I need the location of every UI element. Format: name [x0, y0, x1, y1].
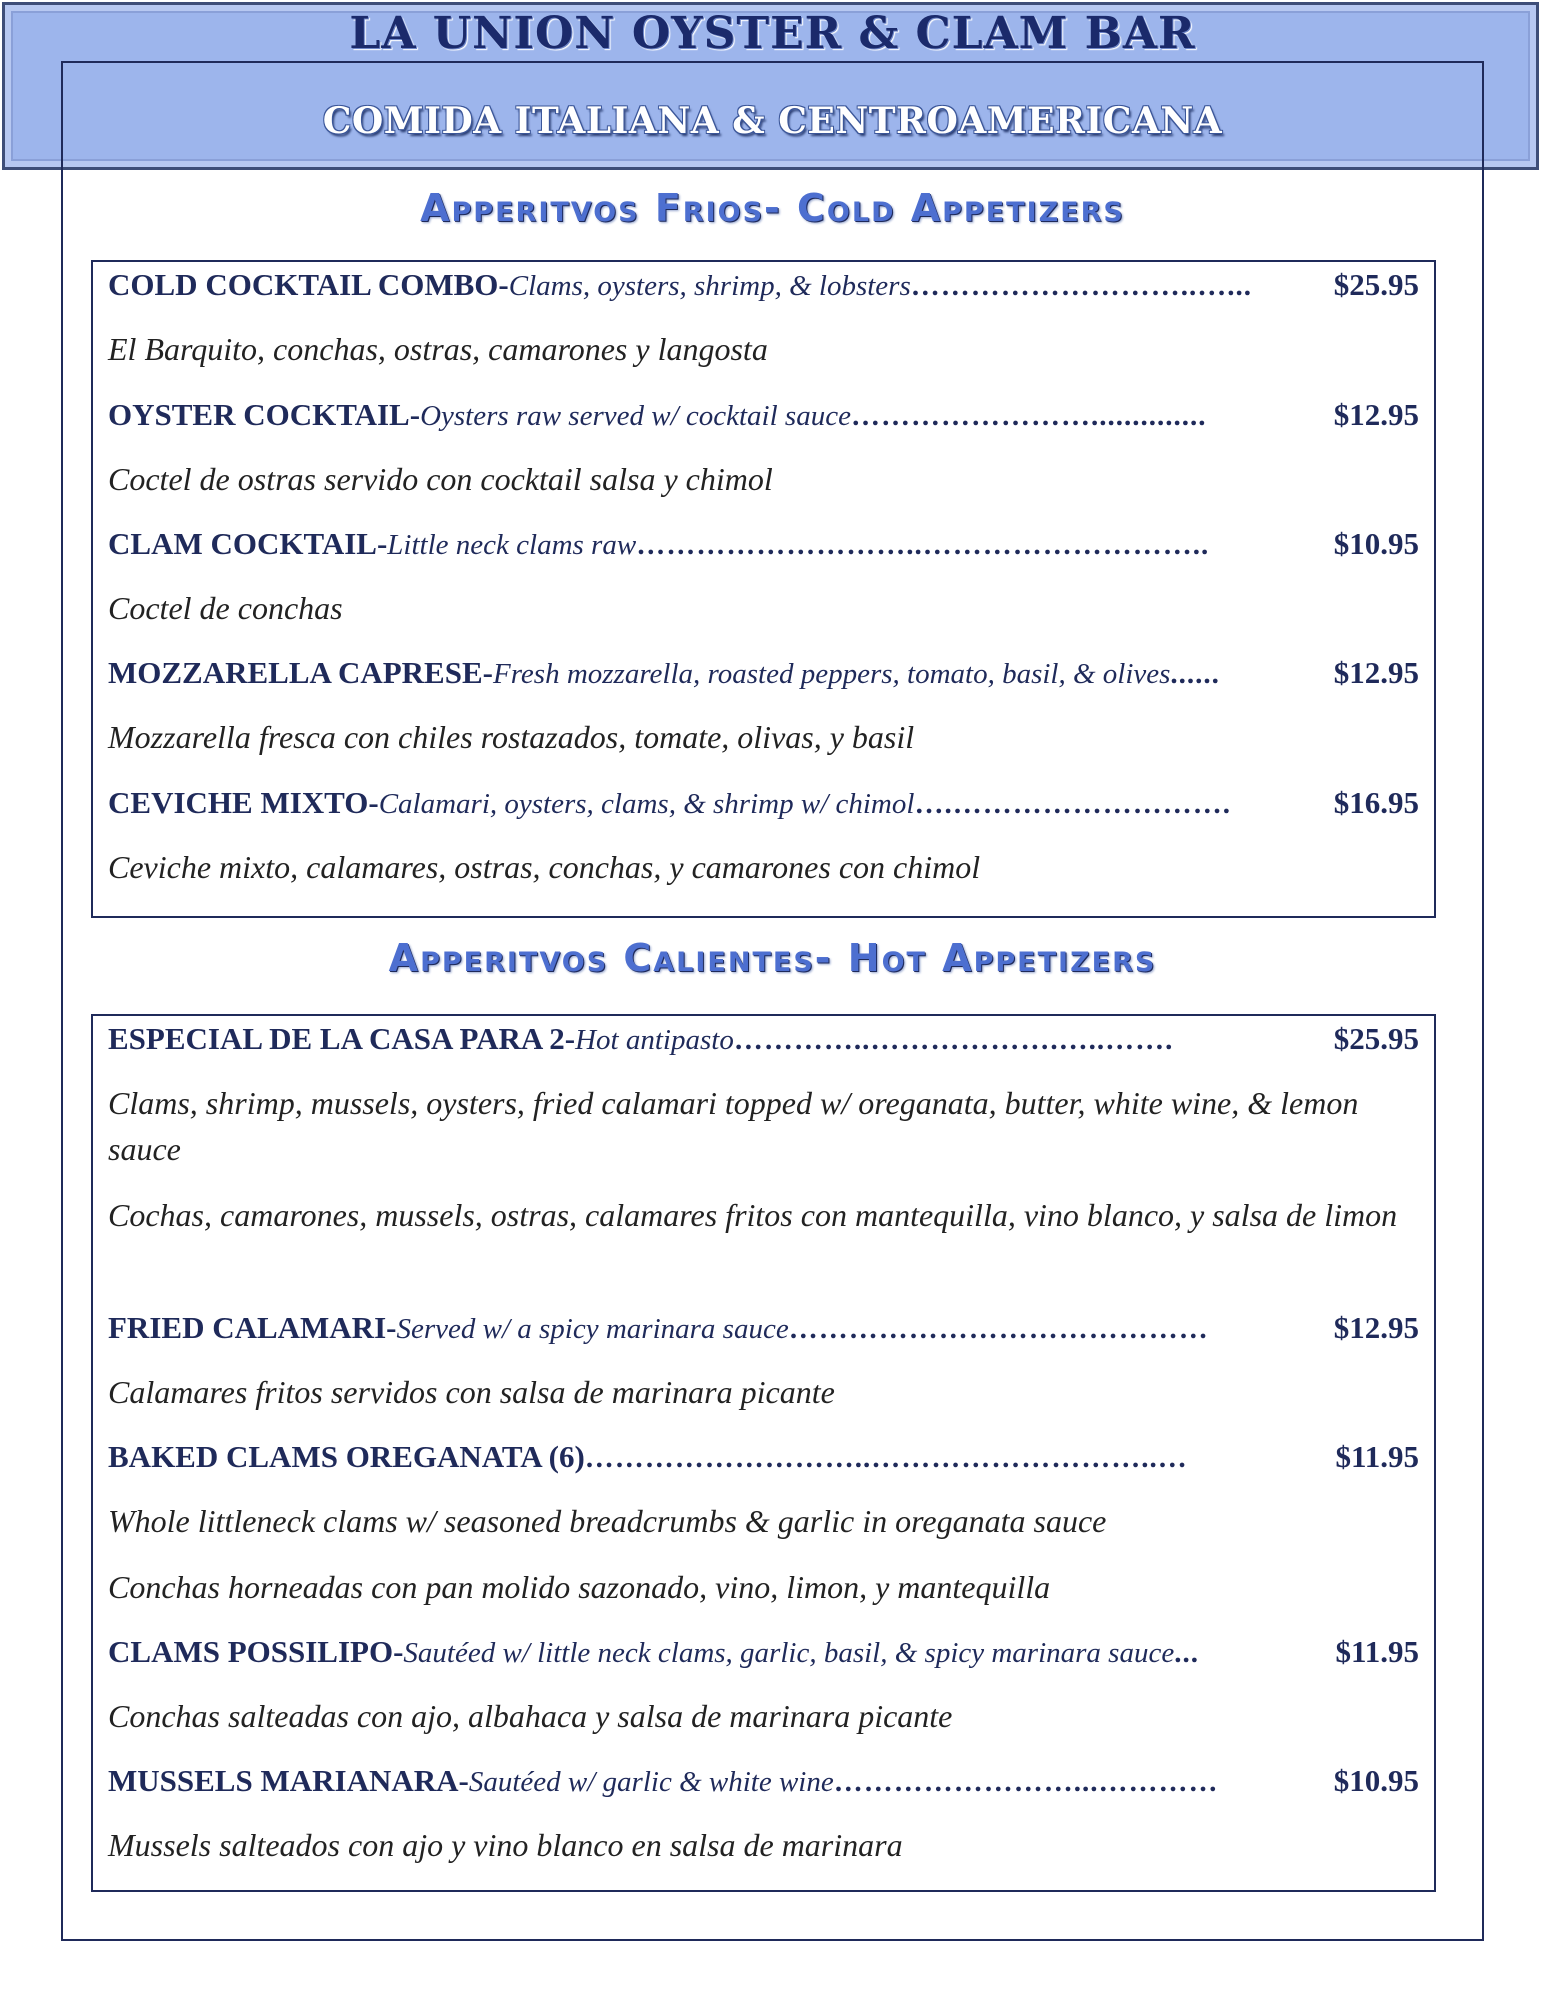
item-translation: Conchas horneadas con pan molido sazonado, vino, limon, y mantequilla — [108, 1569, 1051, 1605]
item-price: $10.95 — [1333, 526, 1419, 561]
restaurant-title: LA UNION OYSTER & CLAM BAR — [349, 8, 1196, 59]
menu-item-clam-cocktail: CLAM COCKTAIL- Little neck clams raw ………………………..……………………….. $10.95 — [108, 521, 1419, 568]
menu-item-mozzarella-caprese: MOZZARELLA CAPRESE- Fresh mozzarella, roasted peppers, tomato, basil, & olives ...... $12.95 — [108, 650, 1419, 697]
cold-appetizers-heading: Apperitvos Frios- Cold Appetizers — [420, 186, 1125, 230]
item-translation: Mussels salteados con ajo y vino blanco en salsa de marinara — [108, 1827, 903, 1863]
cold-appetizers-box — [91, 260, 1436, 918]
item-translation: Coctel de conchas — [108, 590, 343, 626]
item-translation: Ceviche mixto, calamares, ostras, conchas, y camarones con chimol — [108, 849, 981, 885]
menu-item-especial-de-la-casa: ESPECIAL DE LA CASA PARA 2- Hot antipasto …………..……………….…..……. $25.95 — [108, 1016, 1419, 1063]
menu-item-fried-calamari: FRIED CALAMARI- Served w/ a spicy marinara sauce …………………………………… $12.95 — [108, 1305, 1419, 1352]
item-price: $10.95 — [1333, 1763, 1419, 1798]
item-price: $11.95 — [1335, 1439, 1419, 1474]
item-price: $25.95 — [1333, 1021, 1419, 1056]
item-translation: Clams, shrimp, mussels, oysters, fried calamari topped w/ oreganata, butter, white wine, & lemon sauce — [108, 1085, 1359, 1167]
hot-appetizers-heading: Apperitvos Calientes- Hot Appetizers — [388, 936, 1157, 980]
item-translation: Whole littleneck clams w/ seasoned breadcrumbs & garlic in oreganata sauce — [108, 1503, 1107, 1539]
item-translation: Mozzarella fresca con chiles rostazados, tomate, olivas, y basil — [108, 719, 915, 755]
item-price: $12.95 — [1333, 1310, 1419, 1345]
restaurant-subtitle: COMIDA ITALIANA & CENTROAMERICANA — [322, 100, 1223, 142]
item-price: $12.95 — [1333, 397, 1419, 432]
item-price: $25.95 — [1333, 267, 1419, 302]
menu-item-clams-possilipo: CLAMS POSSILIPO- Sautéed w/ little neck clams, garlic, basil, & spicy marinara sauce ... $11.95 — [108, 1629, 1419, 1676]
item-price: $12.95 — [1333, 655, 1419, 690]
item-translation: Cochas, camarones, mussels, ostras, calamares fritos con mantequilla, vino blanco, y salsa de limon — [108, 1197, 1398, 1233]
item-translation: Calamares fritos servidos con salsa de marinara picante — [108, 1374, 835, 1410]
menu-item-oyster-cocktail: OYSTER COCKTAIL- Oysters raw served w/ cocktail sauce …………………….............. $12.95 — [108, 392, 1419, 439]
item-price: $11.95 — [1335, 1634, 1419, 1669]
menu-item-ceviche-mixto: CEVICHE MIXTO- Calamari, oysters, clams, & shrimp w/ chimol ….………………………. $16.95 — [108, 780, 1419, 827]
item-price: $16.95 — [1333, 785, 1419, 820]
item-translation: El Barquito, conchas, ostras, camarones y langosta — [108, 331, 768, 367]
menu-item-baked-clams-oreganata: BAKED CLAMS OREGANATA (6) ………………………..………………………..… $11.95 — [108, 1434, 1419, 1481]
menu-item-mussels-marianara: MUSSELS MARIANARA- Sautéed w/ garlic & white wine ……………………...………… $10.95 — [108, 1758, 1419, 1805]
menu-item-cold-cocktail-combo: COLD COCKTAIL COMBO- Clams, oysters, shrimp, & lobsters ………………………..…... $25.95 — [108, 262, 1419, 309]
item-translation: Coctel de ostras servido con cocktail salsa y chimol — [108, 461, 773, 497]
hot-appetizers-box — [91, 1014, 1436, 1892]
item-translation: Conchas salteadas con ajo, albahaca y salsa de marinara picante — [108, 1698, 953, 1734]
